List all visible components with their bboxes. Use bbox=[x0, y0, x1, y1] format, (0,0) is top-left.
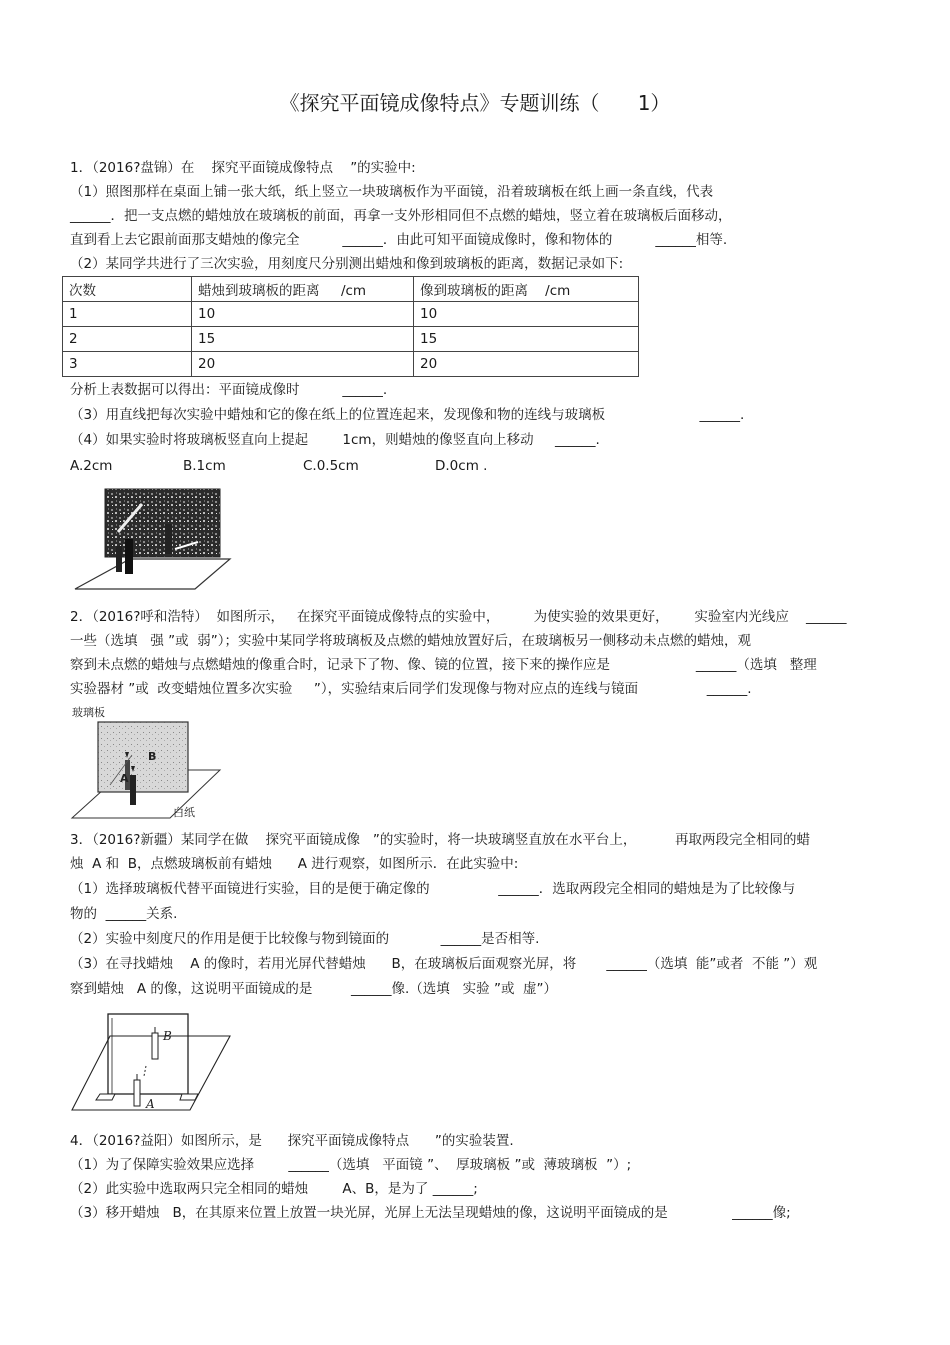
q1-part2: （2）某同学共进行了三次实验，用刻度尺分别测出蜡烛和像到玻璃板的距离，数据记录如下: bbox=[70, 256, 624, 272]
q1-heading: 1．（2016?盘锦）在 探究平面镜成像特点 ”的实验中: bbox=[70, 160, 416, 176]
q2-line2: 一些（选填 强 ”或 弱”）；实验中某同学将玻璃板及点燃的蜡烛放置好后，在玻璃板另一侧移动未点燃的蜡烛，观 bbox=[70, 633, 751, 649]
q1-part4: （4）如果实验时将玻璃板竖直向上提起 1cm，则蜡烛的像竖直向上移动 ______. bbox=[70, 432, 600, 448]
table-header-cell: 次数 bbox=[63, 277, 192, 302]
q3-line2: 烛 A 和 B，点燃玻璃板前有蜡烛 A 进行观察，如图所示．在此实验中: bbox=[70, 856, 519, 872]
q3-line7: 察到蜡烛 A 的像，这说明平面镜成的是 ______像.（选填 实验 ”或 虚”） bbox=[70, 981, 558, 997]
q1-analysis: 分析上表数据可以得出：平面镜成像时 ______. bbox=[70, 382, 388, 398]
q2-line3: 察到未点燃的蜡烛与点燃蜡烛的像重合时，记录下了物、像、镜的位置，接下来的操作应是 ______（选填 整理 bbox=[70, 657, 817, 673]
q3-line4: 物的 ______关系. bbox=[70, 906, 178, 922]
q4-line3: （2）此实验中选取两只完全相同的蜡烛 A、B，是为了 ______; bbox=[70, 1181, 478, 1197]
q1-option-b: B.1cm bbox=[183, 458, 226, 474]
q4-line2: （1）为了保障实验效果应选择 ______（选填 平面镜 ”、 厚玻璃板 ”或 薄玻璃板 ”）; bbox=[70, 1157, 632, 1173]
q1-part3: （3）用直线把每次实验中蜡烛和它的像在纸上的位置连起来，发现像和物的连线与玻璃板 ______. bbox=[70, 407, 745, 423]
label-white-paper: 白纸 bbox=[173, 806, 195, 819]
q4-line1: 4．（2016?益阳）如图所示，是 探究平面镜成像特点 ”的实验装置. bbox=[70, 1133, 514, 1149]
q1-part1-line1: （1）照图那样在桌面上铺一张大纸，纸上竖立一块玻璃板作为平面镜，沿着玻璃板在纸上画一条直线，代表 bbox=[70, 184, 714, 200]
q3-line1: 3．（2016?新疆）某同学在做 探究平面镜成像 ”的实验时，将一块玻璃竖直放在水平台上， 再取两段完全相同的蜡 bbox=[70, 832, 811, 848]
table-cell: 10 bbox=[192, 302, 414, 327]
q3-line6: （3）在寻找蜡烛 A 的像时，若用光屏代替蜡烛 B，在玻璃板后面观察光屏，将 ______（选填 能”或者 不能 ”）观 bbox=[70, 956, 818, 972]
label-candle-a: A bbox=[120, 772, 129, 785]
q1-figure bbox=[70, 484, 240, 594]
q2-diagram bbox=[70, 700, 230, 820]
q4-line4: （3）移开蜡烛 B，在其原来位置上放置一块光屏，光屏上无法呈现蜡烛的像，这说明平面镜成的是 ______像; bbox=[70, 1205, 791, 1221]
label-candle-b: B bbox=[163, 1029, 172, 1043]
page-title: 《探究平面镜成像特点》专题训练（ 1） bbox=[279, 91, 671, 115]
data-table bbox=[62, 276, 639, 377]
q1-photo-image bbox=[70, 484, 240, 594]
table-cell: 15 bbox=[414, 327, 639, 352]
table-cell: 15 bbox=[192, 327, 414, 352]
table-cell: 20 bbox=[414, 352, 639, 377]
table-row bbox=[63, 327, 639, 352]
q3-figure bbox=[70, 1008, 240, 1116]
q3-line3: （1）选择玻璃板代替平面镜进行实验，目的是便于确定像的 ______．选取两段完全相同的蜡烛是为了比较像与 bbox=[70, 881, 796, 897]
table-header-cell: 像到玻璃板的距离 /cm bbox=[414, 277, 639, 302]
label-glass-plate: 玻璃板 bbox=[72, 706, 105, 719]
table-row bbox=[63, 302, 639, 327]
table-cell: 20 bbox=[192, 352, 414, 377]
table-cell: 3 bbox=[63, 352, 192, 377]
q1-option-d: D.0cm . bbox=[435, 458, 488, 474]
table-row bbox=[63, 352, 639, 377]
q2-line1: 2．（2016?呼和浩特） 如图所示， 在探究平面镜成像特点的实验中， 为使实验的效果更好， 实验室内光线应 ______ bbox=[70, 609, 847, 625]
q1-option-c: C.0.5cm bbox=[303, 458, 359, 474]
q2-figure bbox=[70, 700, 230, 820]
table-header-row bbox=[63, 277, 639, 302]
table-cell: 1 bbox=[63, 302, 192, 327]
label-candle-b: B bbox=[148, 750, 157, 763]
table-header-cell: 蜡烛到玻璃板的距离 /cm bbox=[192, 277, 414, 302]
q3-line5: （2）实验中刻度尺的作用是便于比较像与物到镜面的 ______是否相等. bbox=[70, 931, 540, 947]
q3-diagram bbox=[70, 1008, 240, 1116]
q1-part1-line3: 直到看上去它跟前面那支蜡烛的像完全 ______．由此可知平面镜成像时，像和物体的 ______相等. bbox=[70, 232, 728, 248]
table-cell: 2 bbox=[63, 327, 192, 352]
label-candle-a: A bbox=[146, 1097, 155, 1111]
table-cell: 10 bbox=[414, 302, 639, 327]
q1-part1-line2: ______．把一支点燃的蜡烛放在玻璃板的前面，再拿一支外形相同但不点燃的蜡烛，竖立着在玻璃板后面移动， bbox=[70, 208, 732, 224]
q1-option-a: A.2cm bbox=[70, 458, 113, 474]
q2-line4: 实验器材 ”或 改变蜡烛位置多次实验 ”），实验结束后同学们发现像与物对应点的连线与镜面 ______. bbox=[70, 681, 752, 697]
